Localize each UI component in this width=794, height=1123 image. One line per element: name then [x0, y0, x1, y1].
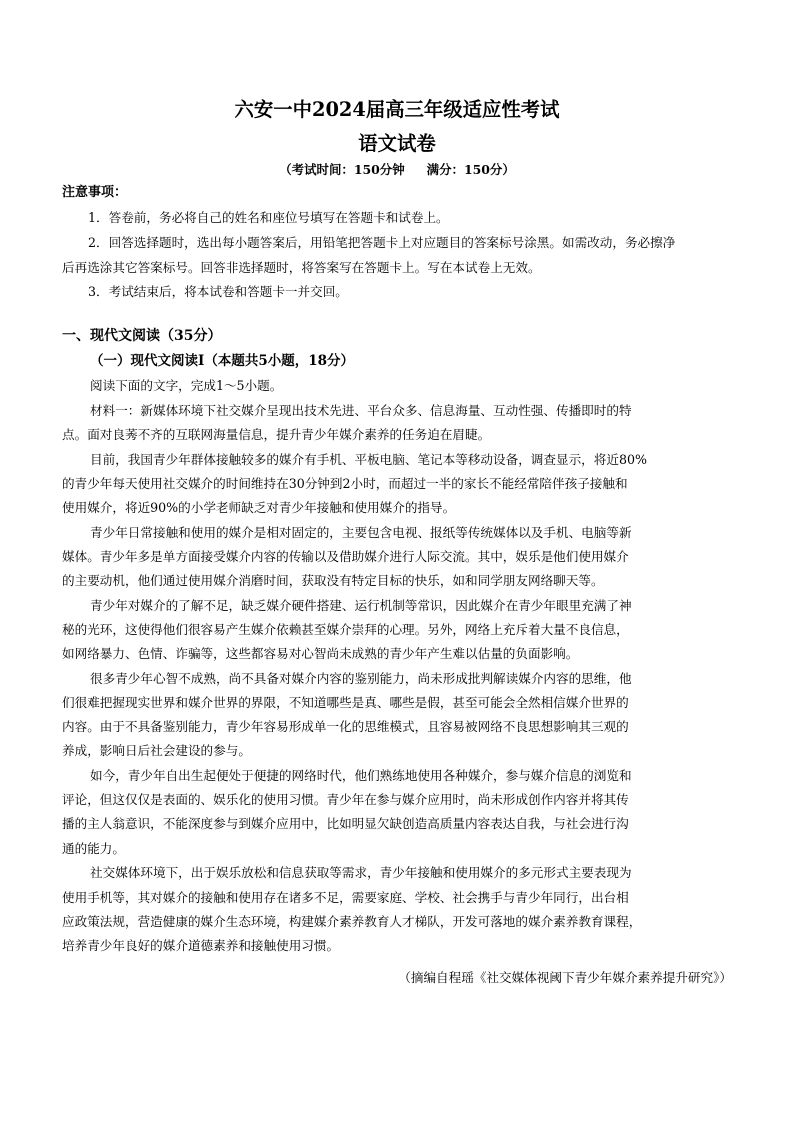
subsection-heading: （一）现代文阅读Ⅰ（本题共5小题，18分）	[90, 353, 354, 369]
passage-line: 内容。由于不具备鉴别能力，青少年容易形成单一化的思维模式，且容易被网络不良思想影响其三观的	[62, 719, 629, 734]
notice-item: 2．回答选择题时，选出每小题答案后，用铅笔把答题卡上对应题目的答案标号涂黑。如需改动，务必擦净	[88, 235, 676, 250]
exam-time: （考试时间：150分钟	[279, 162, 405, 177]
passage-line: 很多青少年心智不成熟，尚不具备对媒介内容的鉴别能力，尚未形成批判解读媒介内容的思维，他	[90, 671, 632, 686]
passage-line: 通的能力。	[62, 841, 125, 856]
passage-line: 培养青少年良好的媒介道德素养和接触使用习惯。	[62, 938, 340, 953]
passage-line: 播的主人翁意识，不能深度参与到媒介应用中，比如明显欠缺创造高质量内容表达自我，与社会进行沟	[62, 816, 629, 831]
passage-line: 养成，影响日后社会建设的参与。	[62, 743, 251, 758]
paper-subtitle: 语文试卷	[358, 132, 436, 155]
passage-line: 青少年对媒介的了解不足，缺乏媒介硬件搭建、运行机制等常识，因此媒介在青少年眼里充满了神	[90, 598, 632, 613]
passage-line: 如网络暴力、色情、诈骗等，这些都容易对心智尚未成熟的青少年产生难以估量的负面影响。	[62, 646, 579, 661]
passage-line: 如今，青少年自出生起便处于便捷的网络时代，他们熟练地使用各种媒介，参与媒介信息的浏览和	[90, 768, 632, 783]
passage-line: 点。面对良莠不齐的互联网海量信息，提升青少年媒介素养的任务迫在眉睫。	[62, 427, 491, 442]
reading-instruction: 阅读下面的文字，完成1～5小题。	[90, 378, 283, 393]
passage-line: 媒体。青少年多是单方面接受媒介内容的传输以及借助媒介进行人际交流。其中，娱乐是他们使用媒介	[62, 549, 629, 564]
passage-source: （摘编自程瑶《社交媒体视阈下青少年媒介素养提升研究》）	[398, 970, 732, 985]
passage-line: 应政策法规，营造健康的媒介生态环境，构建媒介素养教育人才梯队，开发可落地的媒介素养教育课程，	[62, 914, 642, 929]
passage-line: 秘的光环，这使得他们很容易产生媒介依赖甚至媒介崇拜的心理。另外，网络上充斥着大量不良信息，	[62, 622, 629, 637]
notice-heading: 注意事项：	[62, 185, 128, 200]
exam-time-and-score	[0, 160, 794, 180]
passage-line: 材料一：新媒体环境下社交媒介呈现出技术先进、平台众多、信息海量、互动性强、传播即时的特	[90, 403, 632, 418]
notice-item: 3．考试结束后，将本试卷和答题卡一并交回。	[88, 284, 348, 299]
passage-line: 的主要动机，他们通过使用媒介消磨时间，获取没有特定目标的快乐，如和同学朋友网络聊天等。	[62, 573, 604, 588]
passage-line: 社交媒体环境下，出于娱乐放松和信息获取等需求，青少年接触和使用媒介的多元形式主要表现为	[90, 865, 632, 880]
passage-line: 使用手机等，其对媒介的接触和使用存在诸多不足，需要家庭、学校、社会携手与青少年同行，出台相	[62, 890, 629, 905]
passage-line: 的青少年每天使用社交媒介的时间维持在30分钟到2小时，而超过一半的家长不能经常陪伴孩子接触和	[62, 476, 628, 491]
notice-item: 后再选涂其它答案标号。回答非选择题时，将答案写在答题卡上。写在本试卷上无效。	[62, 260, 541, 275]
passage-line: 使用媒介，将近90%的小学老师缺乏对青少年接触和使用媒介的指导。	[62, 500, 456, 515]
passage-line: 评论，但这仅仅是表面的、娱乐化的使用习惯。青少年在参与媒介应用时，尚未形成创作内容并将其传	[62, 792, 629, 807]
passage-line: 们很难把握现实世界和媒介世界的界限，不知道哪些是真、哪些是假，甚至可能会全然相信媒介世界的	[62, 695, 629, 710]
section-heading: 一、现代文阅读（35分）	[62, 328, 222, 344]
exam-title: 六安一中2024届高三年级适应性考试	[234, 98, 560, 121]
notice-item: 1．答卷前，务必将自己的姓名和座位号填写在答题卡和试卷上。	[88, 210, 449, 225]
passage-line: 青少年日常接触和使用的媒介是相对固定的，主要包含电视、报纸等传统媒体以及手机、电脑等新	[90, 525, 632, 540]
full-score: 满分：150分）	[426, 162, 515, 177]
passage-line: 目前，我国青少年群体接触较多的媒介有手机、平板电脑、笔记本等移动设备，调查显示，将近80%	[90, 452, 647, 467]
